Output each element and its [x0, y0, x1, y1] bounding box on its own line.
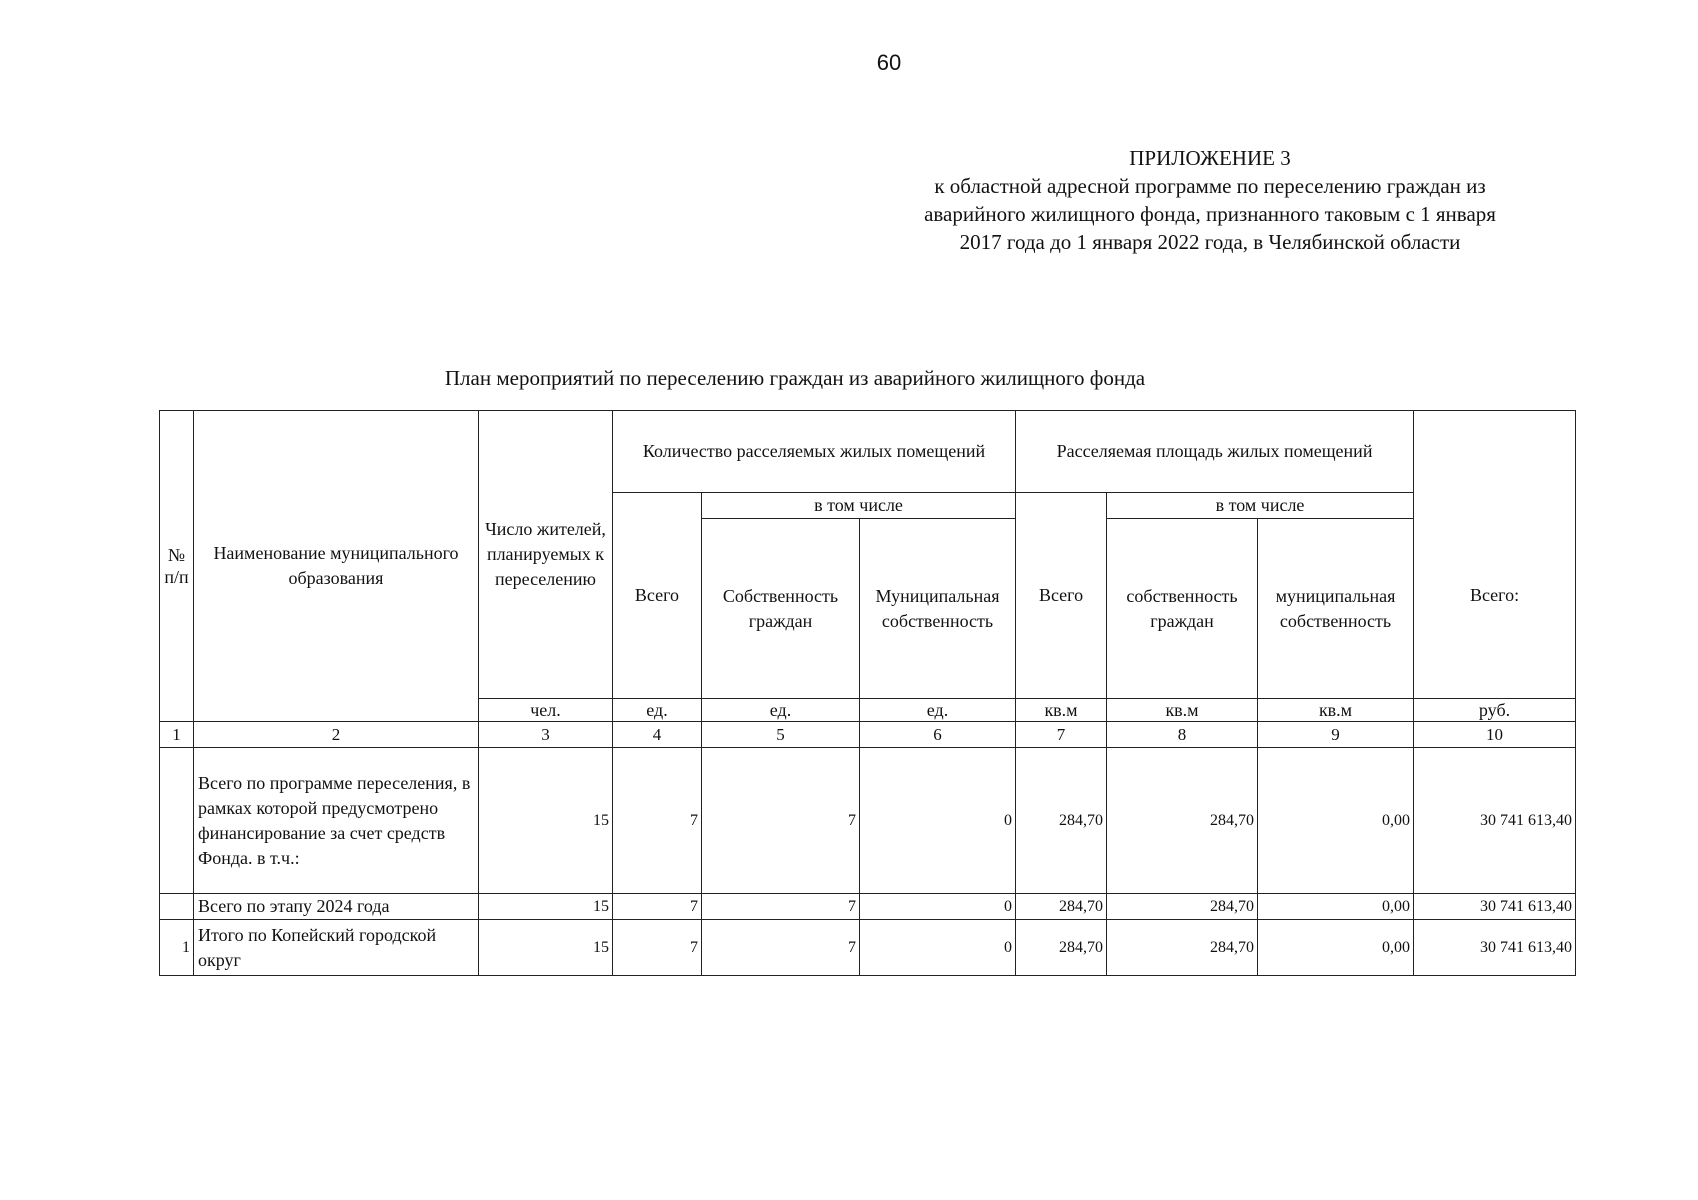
header-rooms-total: Всего: [613, 493, 702, 699]
row-residents: 15: [479, 748, 613, 894]
unit-cell: кв.м: [1258, 699, 1414, 722]
unit-cell: ед.: [702, 699, 860, 722]
header-area-incl: в том числе: [1107, 493, 1414, 519]
unit-cell: ед.: [613, 699, 702, 722]
header-area-group: Расселяемая площадь жилых помещений: [1016, 411, 1414, 493]
appendix-line: к областной адресной программе по переселению граждан из: [934, 174, 1486, 198]
row-rooms-municipal: 0: [860, 748, 1016, 894]
column-number: 10: [1414, 722, 1576, 748]
unit-cell: чел.: [479, 699, 613, 722]
header-rooms-incl: в том числе: [702, 493, 1016, 519]
row-rooms-private: 7: [702, 894, 860, 920]
header-rooms-private: Собственность граждан: [702, 519, 860, 699]
column-number: 3: [479, 722, 613, 748]
appendix-line: 2017 года до 1 января 2022 года, в Челябинской области: [959, 230, 1461, 254]
row-index: [160, 894, 194, 920]
row-area-total: 284,70: [1016, 894, 1107, 920]
header-residents: Число жителей, планируемых к переселению: [479, 411, 613, 699]
row-rooms-municipal: 0: [860, 894, 1016, 920]
header-municipality: Наименование муниципального образования: [194, 411, 479, 722]
row-area-total: 284,70: [1016, 920, 1107, 976]
header-cost-empty: [1414, 411, 1576, 493]
unit-cell: кв.м: [1016, 699, 1107, 722]
column-number: 2: [194, 722, 479, 748]
column-number: 8: [1107, 722, 1258, 748]
table-row: [160, 894, 1576, 920]
row-area-total: 284,70: [1016, 748, 1107, 894]
row-rooms-municipal: 0: [860, 920, 1016, 976]
table-row: [160, 748, 1576, 894]
appendix-title: ПРИЛОЖЕНИЕ 3: [1129, 146, 1291, 170]
appendix-header: [880, 144, 1540, 256]
row-area-municipal: 0,00: [1258, 894, 1414, 920]
row-rooms-total: 7: [613, 894, 702, 920]
header-rooms-municipal: Муниципальная собственность: [860, 519, 1016, 699]
unit-cell: ед.: [860, 699, 1016, 722]
column-number: 7: [1016, 722, 1107, 748]
header-rooms-group: Количество расселяемых жилых помещений: [613, 411, 1016, 493]
row-rooms-total: 7: [613, 748, 702, 894]
header-cost-total: Всего:: [1414, 493, 1576, 699]
table-row: [160, 920, 1576, 976]
column-number: 4: [613, 722, 702, 748]
header-area-total: Всего: [1016, 493, 1107, 699]
row-rooms-private: 7: [702, 748, 860, 894]
row-name: Всего по программе переселения, в рамках которой предусмотрено финансирование за счет средств Фонда. в т.ч.:: [194, 748, 479, 894]
resettlement-plan-table: [159, 410, 1576, 976]
row-residents: 15: [479, 894, 613, 920]
row-area-private: 284,70: [1107, 920, 1258, 976]
page-number: 60: [876, 50, 902, 75]
row-area-municipal: 0,00: [1258, 748, 1414, 894]
row-area-municipal: 0,00: [1258, 920, 1414, 976]
row-cost: 30 741 613,40: [1414, 894, 1576, 920]
column-number: 1: [160, 722, 194, 748]
header-area-private: собственность граждан: [1107, 519, 1258, 699]
row-name: Всего по этапу 2024 года: [194, 894, 479, 920]
unit-cell: руб.: [1414, 699, 1576, 722]
table-title: План мероприятий по переселению граждан из аварийного жилищного фонда: [444, 366, 1146, 390]
row-area-private: 284,70: [1107, 894, 1258, 920]
column-number: 6: [860, 722, 1016, 748]
header-area-municipal: муниципальная собственность: [1258, 519, 1414, 699]
unit-cell: кв.м: [1107, 699, 1258, 722]
appendix-line: аварийного жилищного фонда, признанного таковым с 1 января: [924, 202, 1496, 226]
row-residents: 15: [479, 920, 613, 976]
row-rooms-total: 7: [613, 920, 702, 976]
row-area-private: 284,70: [1107, 748, 1258, 894]
column-number: 9: [1258, 722, 1414, 748]
row-rooms-private: 7: [702, 920, 860, 976]
row-index: 1: [160, 920, 194, 976]
row-cost: 30 741 613,40: [1414, 748, 1576, 894]
header-index: № п/п: [160, 411, 194, 722]
row-index: [160, 748, 194, 894]
column-number: 5: [702, 722, 860, 748]
row-name: Итого по Копейский городской округ: [194, 920, 479, 976]
row-cost: 30 741 613,40: [1414, 920, 1576, 976]
